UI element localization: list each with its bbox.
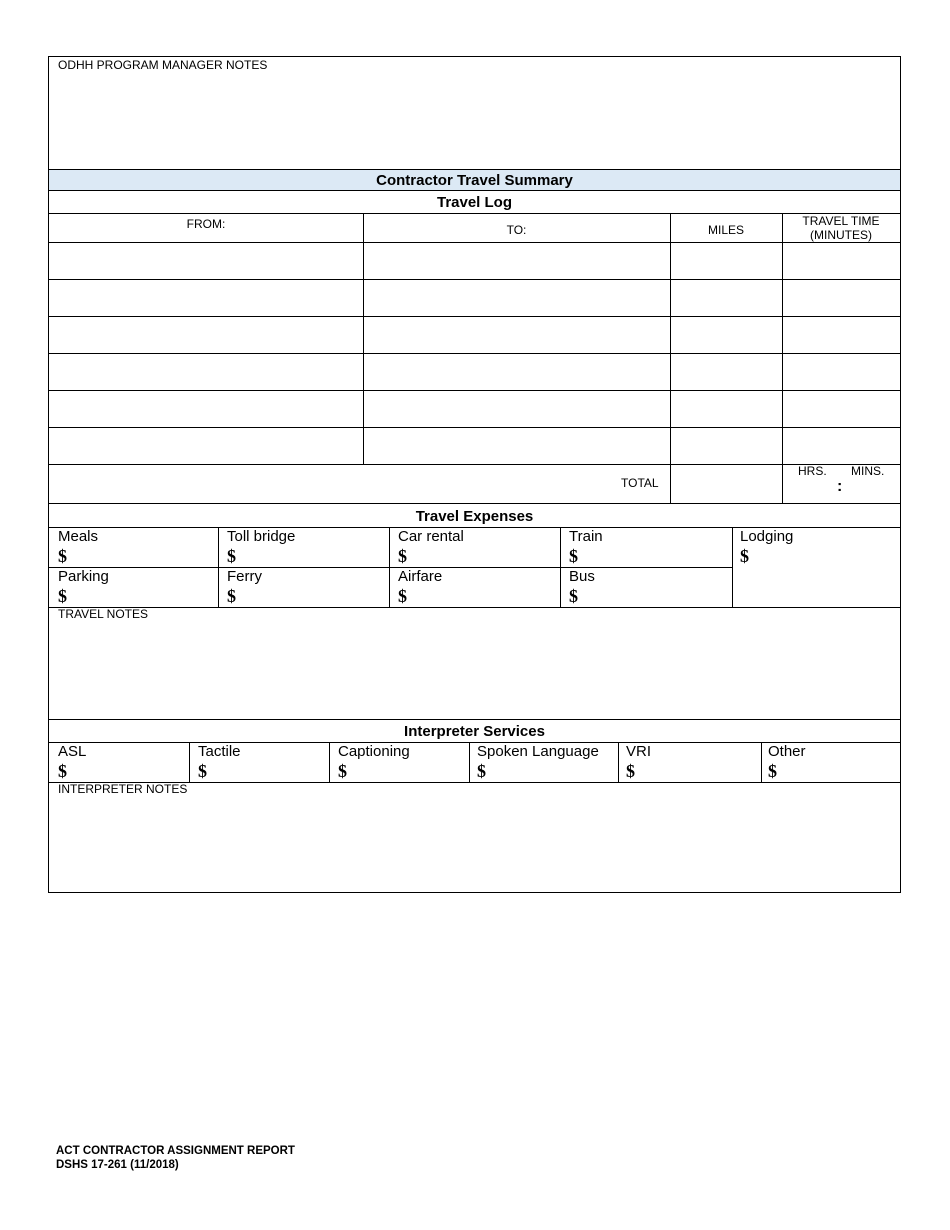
expense-label-lodging: Lodging (740, 528, 794, 545)
total-miles-input[interactable] (675, 469, 777, 497)
travel-time-input[interactable] (787, 247, 895, 275)
expense-input-airfare[interactable] (412, 587, 550, 605)
expense-currency-airfare: $ (398, 586, 407, 606)
expense-currency-lodging: $ (740, 546, 749, 566)
interpreter-input-captioning[interactable] (352, 762, 464, 780)
header-travel-time: TRAVEL TIME (MINUTES) (802, 214, 880, 242)
travel-notes-field[interactable] (57, 623, 892, 715)
mins-label: MINS. (851, 464, 885, 478)
expense-label-toll-bridge: Toll bridge (227, 528, 296, 545)
expense-input-train[interactable] (583, 547, 721, 565)
total-label: TOTAL (621, 476, 659, 490)
travel-to-input[interactable] (368, 395, 665, 423)
travel-miles-input[interactable] (675, 321, 777, 349)
travel-to-input[interactable] (368, 432, 665, 460)
expense-currency-car-rental: $ (398, 546, 407, 566)
interpreter-input-tactile[interactable] (212, 762, 324, 780)
expense-currency-train: $ (569, 546, 578, 566)
expense-input-ferry[interactable] (241, 587, 379, 605)
travel-to-input[interactable] (368, 321, 665, 349)
travel-log-title: Travel Log (436, 194, 513, 211)
travel-miles-input[interactable] (675, 395, 777, 423)
expense-currency-bus: $ (569, 586, 578, 606)
header-to: TO: (506, 223, 527, 237)
interpreter-currency-tactile: $ (198, 761, 207, 781)
interpreter-label-vri: VRI (626, 743, 652, 760)
form-number: DSHS 17-261 (11/2018) (56, 1159, 179, 1171)
travel-time-input[interactable] (787, 358, 895, 386)
expense-currency-parking: $ (58, 586, 67, 606)
travel-to-input[interactable] (368, 284, 665, 312)
expense-currency-ferry: $ (227, 586, 236, 606)
travel-from-input[interactable] (54, 358, 358, 386)
travel-miles-input[interactable] (675, 432, 777, 460)
program-manager-notes-label: ODHH PROGRAM MANAGER NOTES (58, 58, 268, 72)
travel-expenses-title: Travel Expenses (415, 508, 534, 525)
summary-title: Contractor Travel Summary (376, 172, 573, 189)
travel-miles-input[interactable] (675, 358, 777, 386)
expense-currency-toll-bridge: $ (227, 546, 236, 566)
interpreter-label-other: Other (768, 743, 806, 760)
total-minutes-input[interactable] (849, 481, 893, 499)
interpreter-input-asl[interactable] (72, 762, 184, 780)
expense-input-bus[interactable] (583, 587, 721, 605)
hrs-label: HRS. (798, 464, 827, 478)
travel-miles-input[interactable] (675, 247, 777, 275)
interpreter-label-asl: ASL (58, 743, 87, 760)
travel-notes-label: TRAVEL NOTES (58, 607, 149, 621)
expense-label-airfare: Airfare (398, 568, 443, 585)
time-colon: : (837, 478, 843, 495)
travel-time-input[interactable] (787, 284, 895, 312)
header-from: FROM: (186, 217, 226, 231)
travel-from-input[interactable] (54, 395, 358, 423)
interpreter-label-spoken-language: Spoken Language (477, 743, 599, 760)
expense-input-parking[interactable] (72, 587, 208, 605)
expense-currency-meals: $ (58, 546, 67, 566)
expense-input-toll-bridge[interactable] (241, 547, 379, 565)
travel-from-input[interactable] (54, 284, 358, 312)
interpreter-currency-asl: $ (58, 761, 67, 781)
travel-from-input[interactable] (54, 247, 358, 275)
interpreter-services-title: Interpreter Services (404, 723, 545, 740)
travel-time-input[interactable] (787, 321, 895, 349)
travel-to-input[interactable] (368, 247, 665, 275)
expense-label-meals: Meals (58, 528, 99, 545)
interpreter-currency-other: $ (768, 761, 777, 781)
interpreter-currency-vri: $ (626, 761, 635, 781)
interpreter-label-tactile: Tactile (198, 743, 241, 760)
travel-from-input[interactable] (54, 321, 358, 349)
expense-label-train: Train (569, 528, 603, 545)
expense-label-parking: Parking (58, 568, 109, 585)
header-miles: MILES (707, 223, 744, 237)
expense-label-car-rental: Car rental (398, 528, 464, 545)
expense-input-car-rental[interactable] (412, 547, 550, 565)
interpreter-currency-spoken-language: $ (477, 761, 486, 781)
interpreter-input-vri[interactable] (640, 762, 756, 780)
travel-from-input[interactable] (54, 432, 358, 460)
form-page (48, 56, 901, 893)
program-manager-notes-field[interactable] (57, 74, 892, 166)
total-hours-input[interactable] (791, 481, 831, 499)
interpreter-currency-captioning: $ (338, 761, 347, 781)
form-title: ACT CONTRACTOR ASSIGNMENT REPORT (56, 1145, 295, 1157)
travel-time-input[interactable] (787, 432, 895, 460)
interpreter-label-captioning: Captioning (338, 743, 410, 760)
expense-input-meals[interactable] (72, 547, 208, 565)
expense-input-lodging[interactable] (754, 547, 894, 565)
travel-miles-input[interactable] (675, 284, 777, 312)
travel-time-input[interactable] (787, 395, 895, 423)
expense-label-bus: Bus (569, 568, 595, 585)
interpreter-input-other[interactable] (782, 762, 894, 780)
expense-label-ferry: Ferry (227, 568, 262, 585)
travel-to-input[interactable] (368, 358, 665, 386)
interpreter-notes-label: INTERPRETER NOTES (58, 782, 188, 796)
interpreter-notes-field[interactable] (57, 798, 892, 886)
interpreter-input-spoken-language[interactable] (491, 762, 613, 780)
